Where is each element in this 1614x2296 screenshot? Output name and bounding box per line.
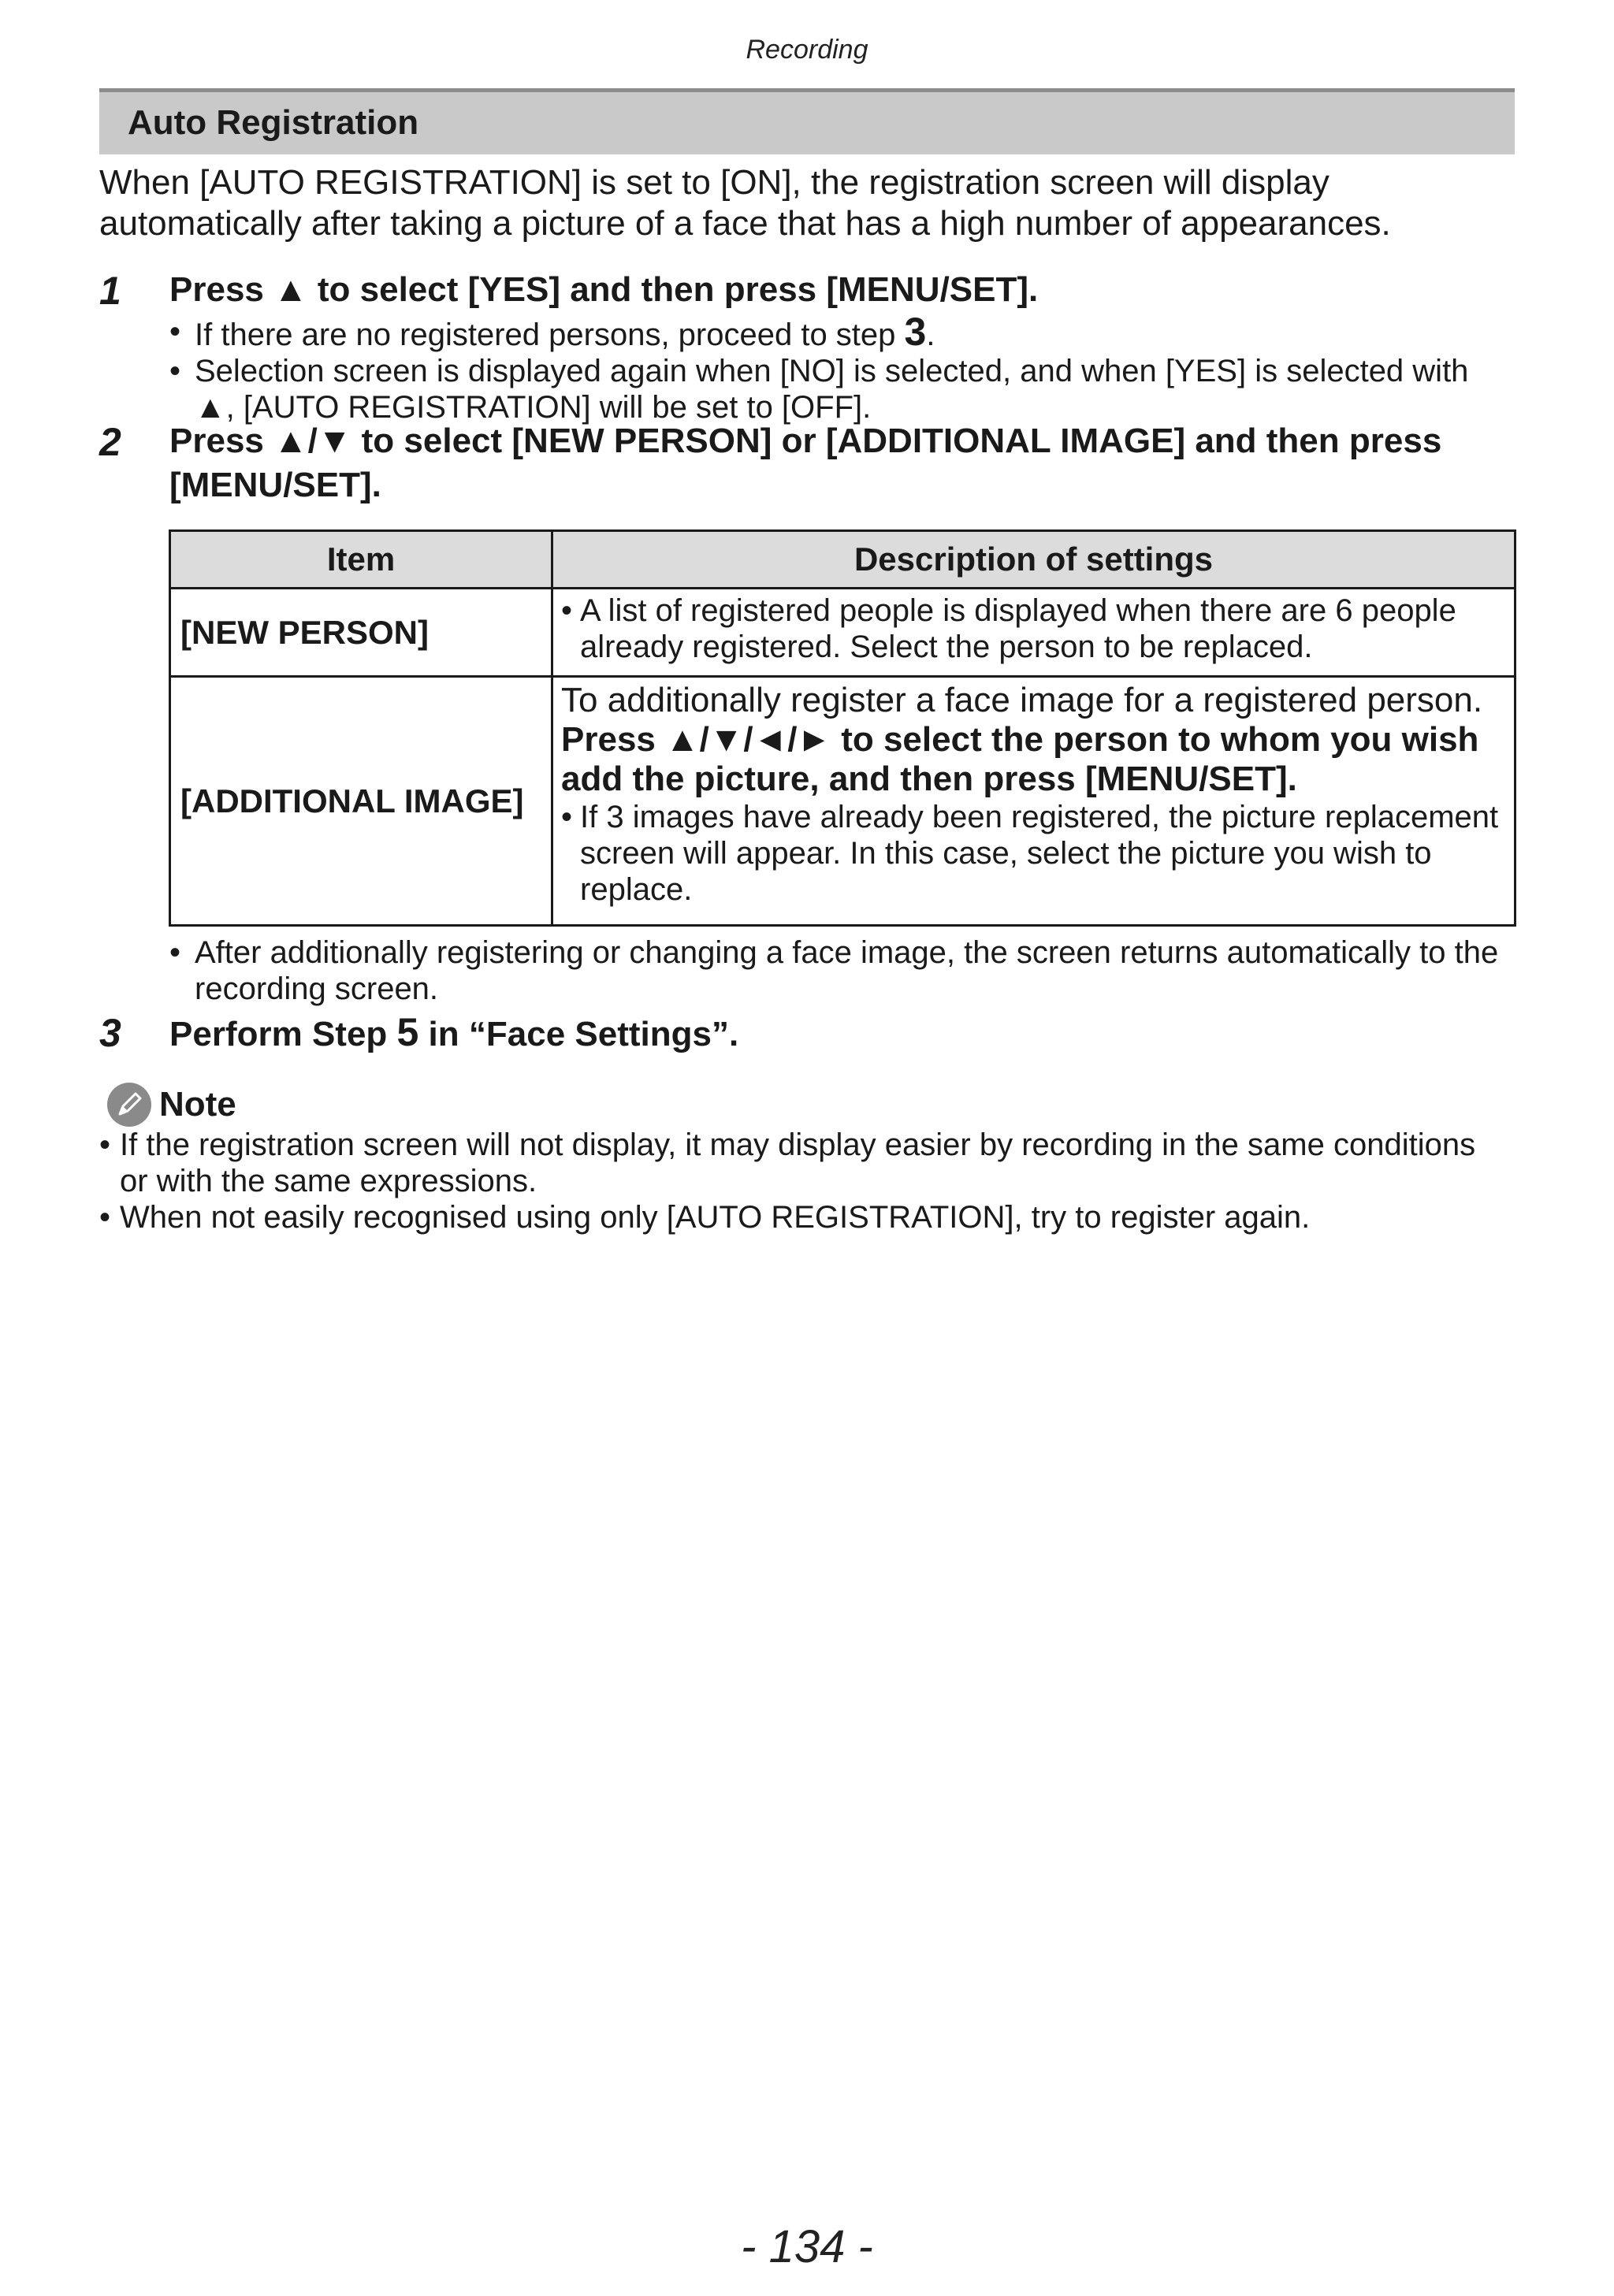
step-3-title: [169, 1010, 1517, 1057]
table-cell-description: [552, 589, 1515, 677]
table-cell-item: [NEW PERSON]: [170, 589, 552, 677]
note-bullet-1: If the registration screen will not display, it may display easier by recording in the same conditions or with the same expressions.: [120, 1128, 1476, 1198]
list-item: • If 3 images have already been registered, the picture replacement screen will appear. In this case, select the picture you wish to replace.: [561, 799, 1506, 908]
table-header-row: [170, 531, 1515, 589]
step-1-bullet-1-suffix: .: [926, 318, 935, 352]
list-item: • A list of registered people is displayed when there are 6 people already registered. Select the person to be replaced.: [561, 593, 1506, 665]
additional-image-instruction: Press ▲/▼/◄/► to select the person to whom you wish add the picture, and then press [MENU/SET].: [561, 720, 1479, 798]
list-item: • After additionally registering or changing a face image, the screen returns automatically to the recording screen.: [169, 934, 1517, 1007]
page-number: - 134 -: [741, 2221, 873, 2272]
note-bullet-2: When not easily recognised using only [AUTO REGISTRATION], try to register again.: [120, 1200, 1311, 1235]
note-bullets: [99, 1127, 1510, 1235]
step-ref-5: 5: [396, 1010, 419, 1054]
pencil-icon: [107, 1083, 151, 1127]
step-2-number: 2: [99, 420, 121, 464]
step-1-bullet-2-text: Selection screen is displayed again when [NO] is selected, and when [YES] is selected with ▲, [AUTO REGISTRATION] will be set to [OFF].: [195, 354, 1469, 425]
step-ref-3: 3: [904, 310, 927, 354]
step-2-after-bullets: [169, 934, 1517, 1007]
step-1-bullets: [169, 310, 1517, 425]
list-item: • If there are no registered persons, proceed to step 3.: [169, 310, 935, 354]
section-title: Auto Registration: [128, 103, 419, 142]
step-1-bullet-1-text: If there are no registered persons, proceed to step: [195, 318, 905, 352]
step-1-title: Press ▲ to select [YES] and then press [MENU/SET].: [169, 270, 1039, 309]
step-2-after-bullet-text: After additionally registering or changing a face image, the screen returns automatically to the recording screen.: [195, 935, 1499, 1006]
list-item: • When not easily recognised using only [AUTO REGISTRATION], try to register again.: [99, 1199, 1510, 1235]
step-3-number: 3: [99, 1011, 121, 1055]
additional-image-intro: To additionally register a face image for a registered person.: [561, 681, 1483, 719]
table-row: [170, 589, 1515, 677]
step-1-number: 1: [99, 269, 121, 313]
settings-table: [169, 529, 1516, 927]
additional-image-note: If 3 images have already been registered, the picture replacement screen will appear. In this case, select the picture you wish to replace.: [580, 800, 1499, 907]
list-item: • Selection screen is displayed again when [NO] is selected, and when [YES] is selected with ▲, [AUTO REGISTRATION] will be set to [OFF].: [169, 353, 1517, 425]
step-2-title: Press ▲/▼ to select [NEW PERSON] or [ADDITIONAL IMAGE] and then press [MENU/SET].: [169, 422, 1442, 504]
new-person-description: A list of registered people is displayed when there are 6 people already registered. Select the person to be replaced.: [580, 593, 1456, 664]
list-item: • If the registration screen will not display, it may display easier by recording in the same conditions or with the same expressions.: [99, 1127, 1510, 1199]
page-header: Recording: [746, 35, 868, 65]
table-cell-item: [ADDITIONAL IMAGE]: [170, 677, 552, 926]
table-row: [170, 677, 1515, 926]
section-header-bar: [99, 88, 1515, 154]
intro-paragraph: When [AUTO REGISTRATION] is set to [ON], the registration screen will display automatically after taking a picture of a face that has a high number of appearances.: [99, 163, 1391, 243]
note-heading: [107, 1083, 236, 1127]
table-cell-description: [552, 677, 1515, 926]
table-header-item: Item: [170, 531, 552, 589]
step-3-title-suffix: in “Face Settings”.: [418, 1015, 739, 1053]
table-header-description: Description of settings: [552, 531, 1515, 589]
note-title: Note: [159, 1085, 236, 1124]
step-3-title-prefix: Perform Step: [169, 1015, 397, 1053]
